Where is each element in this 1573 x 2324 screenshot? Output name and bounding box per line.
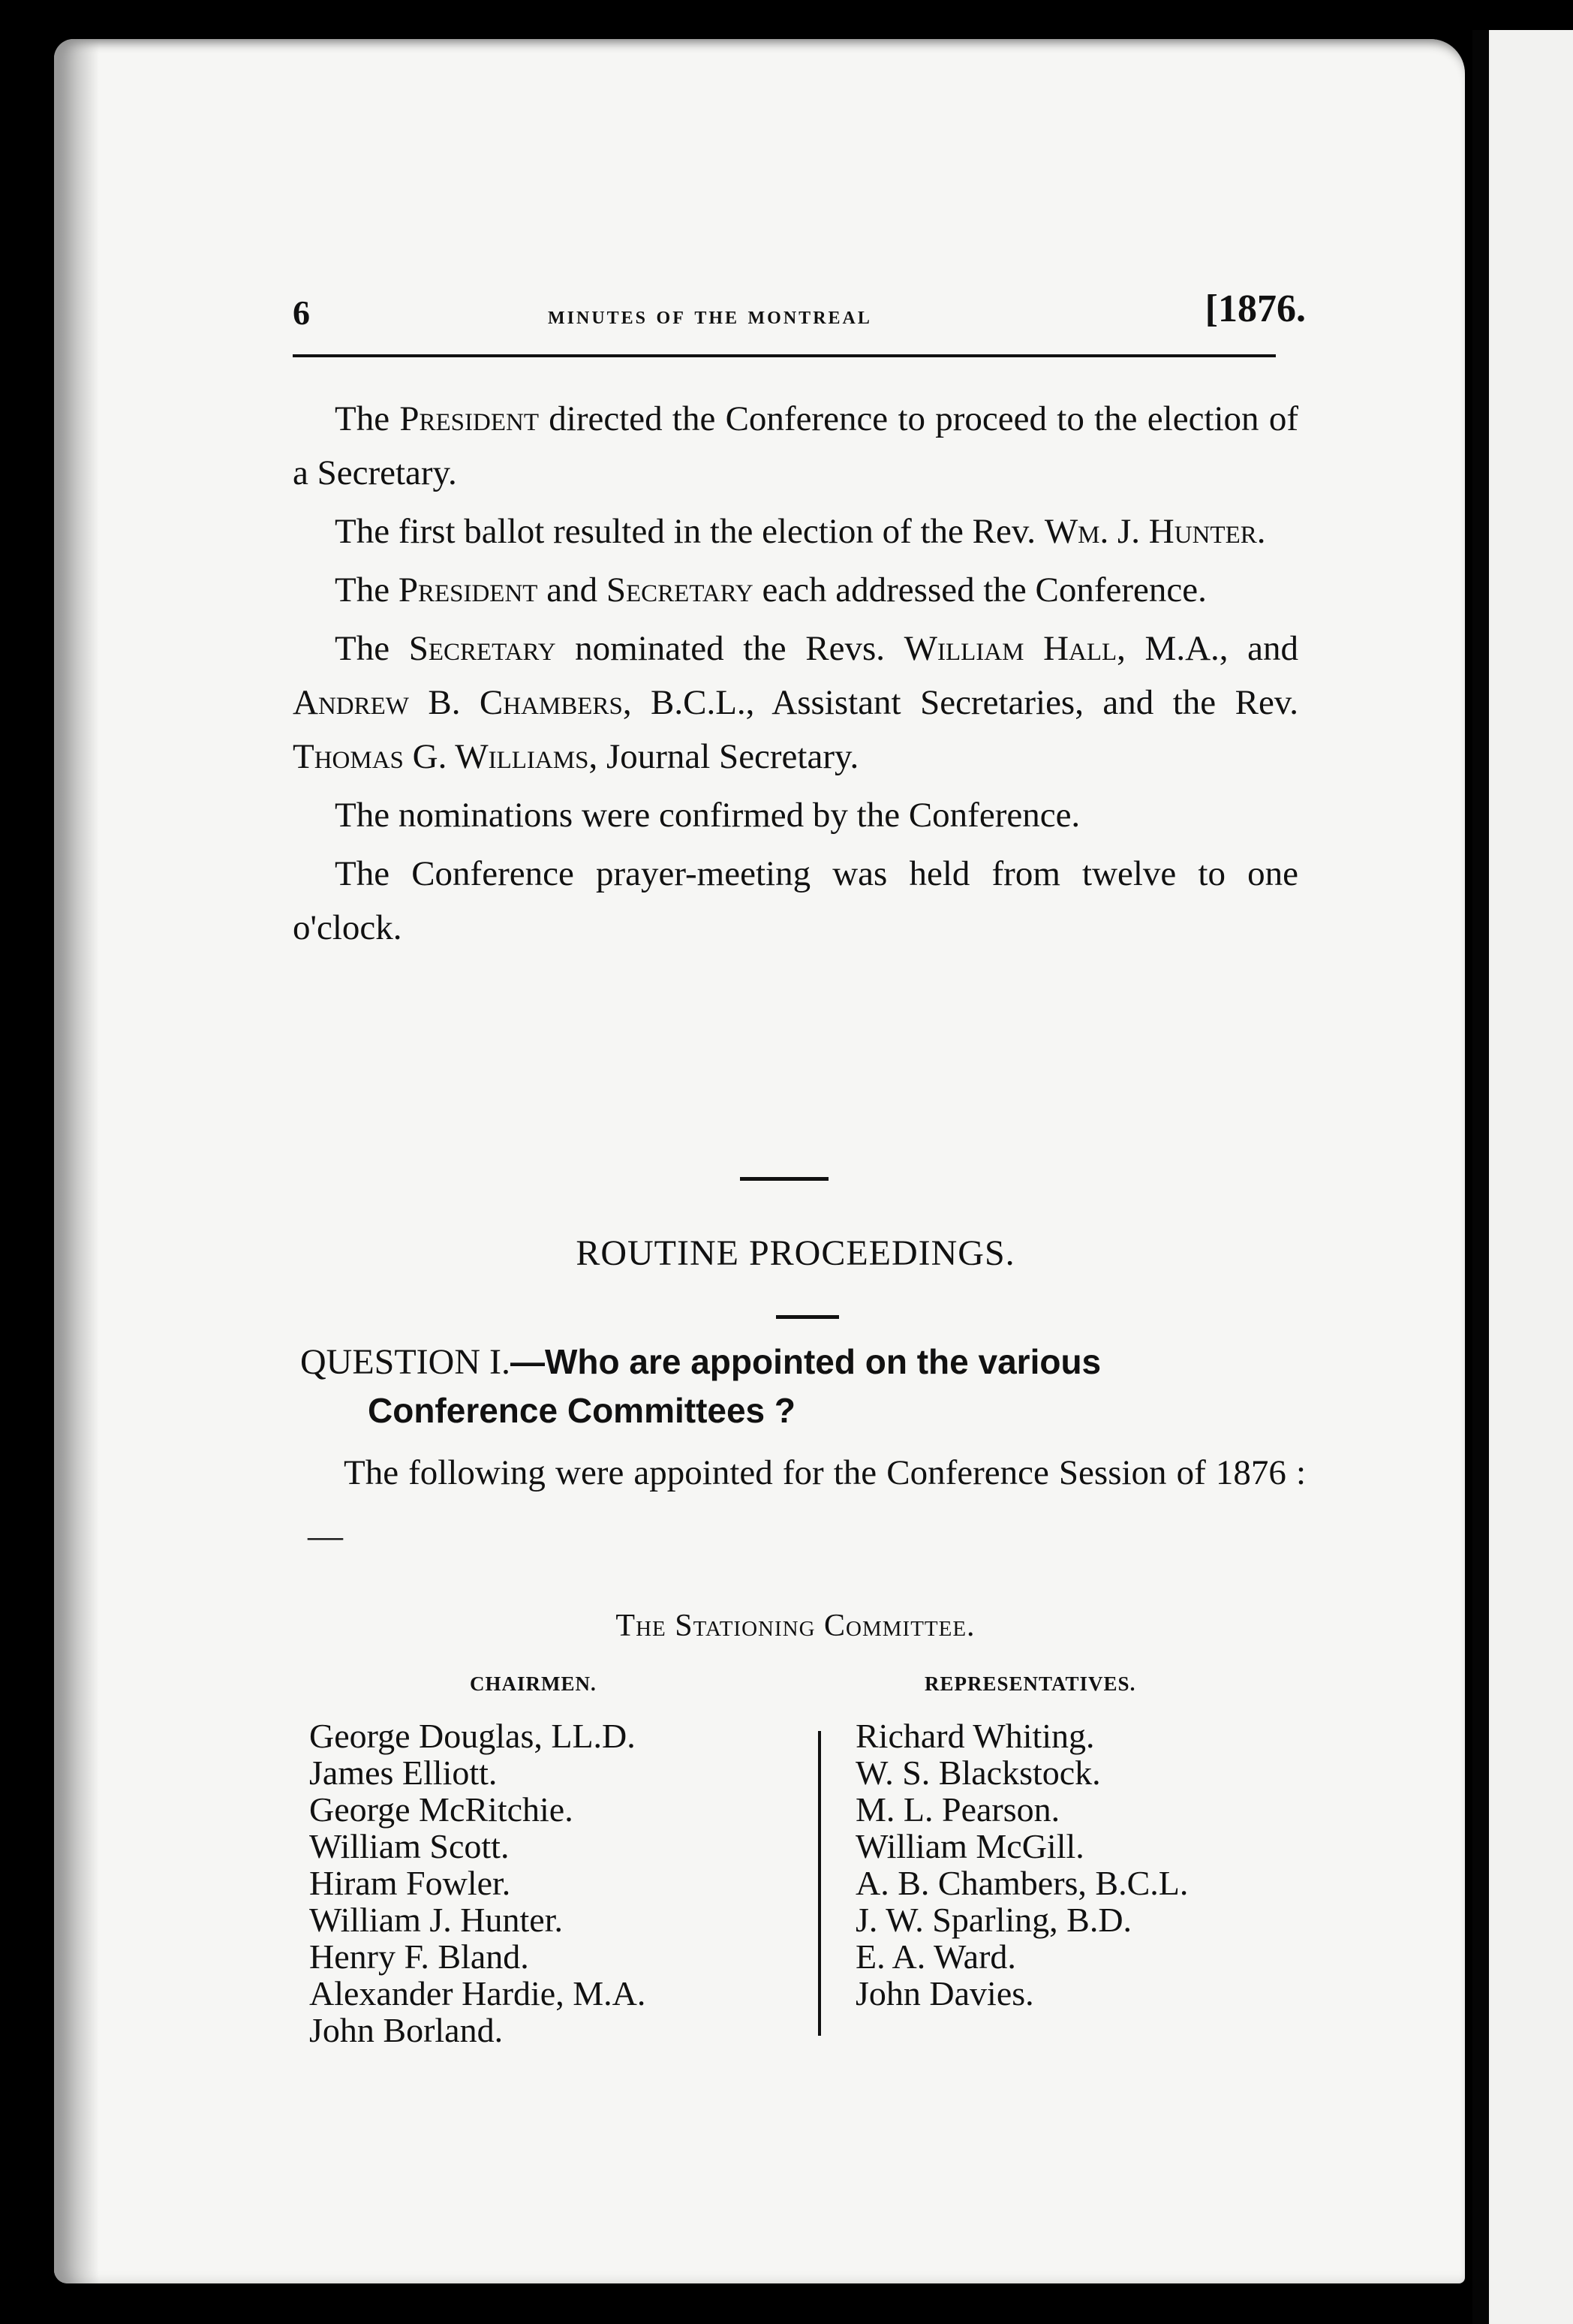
section-heading: ROUTINE PROCEEDINGS. <box>576 1233 1015 1273</box>
representatives-heading: REPRESENTATIVES. <box>925 1672 1136 1695</box>
header-rule <box>293 354 1276 357</box>
list-item: William Scott. <box>309 1827 510 1865</box>
paragraph-nominations-confirmed: The nominations were confirmed by the Conference. <box>335 796 1081 835</box>
paragraph-first-ballot: The first ballot resulted in the election of the Rev. Wm. J. Hunter. <box>335 512 1266 551</box>
column-divider <box>818 1731 821 2036</box>
list-item: William J. Hunter. <box>309 1901 563 1939</box>
body-text <box>293 392 1298 959</box>
question-heading <box>300 1338 1306 1434</box>
page-number: 6 <box>293 294 310 332</box>
list-item: George McRitchie. <box>309 1790 573 1829</box>
list-item: A. B. Chambers, B.C.L. <box>856 1864 1189 1902</box>
running-title: minutes of the montreal <box>548 302 872 330</box>
running-year: [1876. <box>1205 287 1306 330</box>
list-item: W. S. Blackstock. <box>856 1754 1101 1792</box>
paragraph-prayer-meeting: The Conference prayer-meeting was held from twelve to one o'clock. <box>293 854 1298 947</box>
paragraph-addressed: The President and Secretary each addressed the Conference. <box>335 570 1207 610</box>
list-item: J. W. Sparling, B.D. <box>856 1901 1132 1939</box>
committee-title: The Stationing Committee. <box>615 1609 976 1643</box>
question-text-line2: Conference Committees ? <box>368 1391 796 1430</box>
list-item: John Davies. <box>856 1974 1034 2012</box>
running-head <box>293 285 1306 338</box>
heading-divider <box>776 1315 839 1319</box>
paragraph-nominations-list: The Secretary nominated the Revs. William Hall, M.A., and Andrew B. Chambers, B.C.L., Assistant Secretaries, and the Rev. Thomas G. Williams, Journal Secretary. <box>293 629 1299 776</box>
facing-page-edge <box>1472 30 1573 2324</box>
list-item: Alexander Hardie, M.A. <box>309 1974 646 2012</box>
question-text-line1: —Who are appointed on the various <box>510 1342 1102 1381</box>
representatives-list <box>856 1717 1306 2012</box>
list-item: James Elliott. <box>309 1754 498 1792</box>
list-item: John Borland. <box>309 2011 504 2049</box>
paragraph-president-directed: The President directed the Conference to proceed to the election of a Secretary. <box>293 399 1298 492</box>
chairmen-list <box>309 1717 729 2049</box>
chairmen-heading: CHAIRMEN. <box>470 1672 597 1695</box>
list-item: Henry F. Bland. <box>309 1937 529 1976</box>
list-item: William McGill. <box>856 1827 1084 1865</box>
list-item: M. L. Pearson. <box>856 1790 1060 1829</box>
section-divider <box>740 1177 829 1181</box>
question-label: QUESTION I. <box>300 1342 510 1382</box>
list-item: E. A. Ward. <box>856 1937 1016 1976</box>
intro-paragraph: The following were appointed for the Conference Session of 1876 :— <box>308 1453 1306 1555</box>
list-item: George Douglas, LL.D. <box>309 1717 636 1755</box>
list-item: Hiram Fowler. <box>309 1864 511 1902</box>
list-item: Richard Whiting. <box>856 1717 1095 1755</box>
